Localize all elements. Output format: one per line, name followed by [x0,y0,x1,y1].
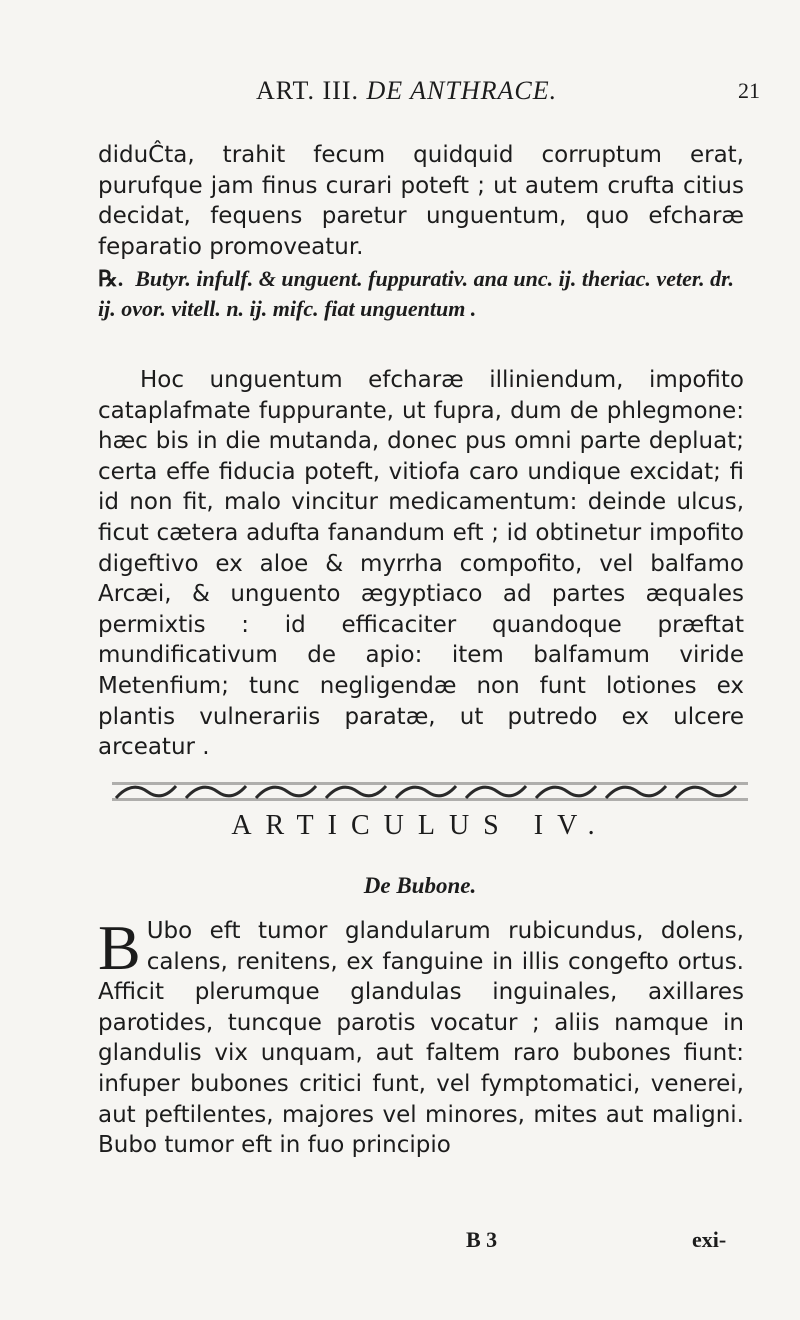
running-title-italic: DE ANTHRACE. [366,76,558,105]
running-header [60,76,760,116]
paragraph-3-text: Ubo eft tumor glandularum rubicundus, dolens, calens, renitens, ex fanguine in illis congefto ortus. Afficit plerumque glandulas inguinales, axillares parotides, tuncque parotis vocatur ; aliis namque in glandulis vix unquam, aut faltem raro bubones fiunt: infuper bubones critici funt, vel fymptomatici, venerei, aut peftilentes, majores vel minores, mites aut maligni. Bubo tumor eft in fuo principio [98,918,744,1159]
recipe [98,264,744,324]
paragraph-1 [98,140,744,262]
paragraph-3 [98,912,744,1161]
decorative-ornament-band [112,778,748,804]
article-heading: ARTICULUS IV. [231,810,609,841]
recipe-symbol: ℞. [98,266,124,291]
paragraph-2 [98,365,744,763]
page-number: 21 [738,78,760,103]
paragraph-2-text: Hoc unguentum efcharæ illiniendum, impofito cataplafmate fuppurante, ut fupra, dum de phlegmone: hæc bis in die mutanda, donec pus omni parte depluat; certa effe fiducia poteft, vitiofa caro undique excidat; fi id non fit, malo vincitur medicamentum: deinde ulcus, ficut cætera adufta fanandum eft ; id obtinetur impofito digeftivo ex aloe & myrrha compofito, vel balfamo Arcæi, & unguento ægyptiaco ad partes æquales permixtis : id efficaciter quandoque præftat mundificativum de apio: item balfamum viride Metenfium; tunc negligendæ non funt lotiones ex plantis vulnerariis paratæ, ut putredo ex ulcere arceatur . [98,367,744,761]
signature-mark: B 3 [466,1227,498,1252]
running-title [256,76,557,106]
catchword: exi- [692,1227,727,1252]
recipe-text: Butyr. infulf. & unguent. fuppurativ. ana unc. ij. theriac. veter. dr. ij. ovor. vitell. n. ij. mifc. fiat unguentum . [98,266,735,321]
paragraph-1-text: diduĈta, trahit fecum quidquid corruptum erat, purufque jam finus curari poteft ; ut autem crufta citius decidat, fequens paretur unguentum, quo efcharæ feparatio promoveatur. [98,142,744,260]
drop-capital: B [98,912,141,983]
running-title-prefix: ART. III. [256,76,359,105]
article-subheading: De Bubone. [363,873,477,898]
page-footer [0,1227,800,1261]
